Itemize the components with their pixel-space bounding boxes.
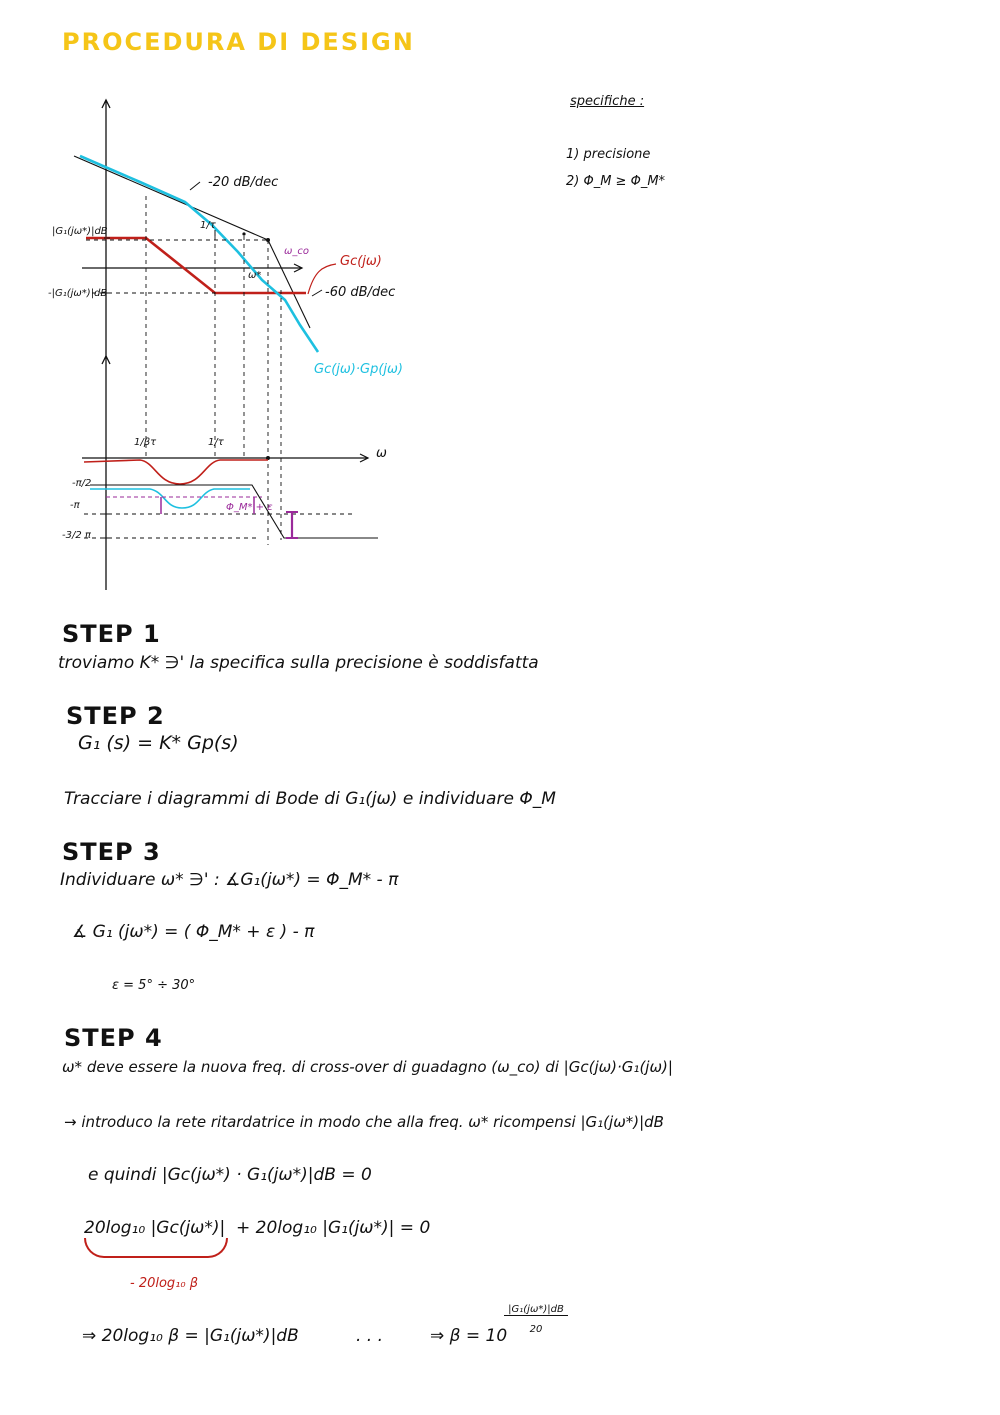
step3-line3: ε = 5° ÷ 30°	[112, 978, 196, 993]
page-title: PROCEDURA DI DESIGN	[62, 28, 415, 56]
step4-line5b: ⇒ β = 10	[430, 1326, 508, 1346]
gc-gp-magnitude-curve	[80, 156, 318, 352]
slope60-arrow	[312, 290, 322, 296]
w-star-dot	[242, 232, 245, 235]
exponent-denominator: 20	[529, 1324, 543, 1335]
label-one-over-bt: 1/βτ	[134, 437, 157, 448]
step4-line2: → introduco la rete ritardatrice in modo che alla freq. ω* ricompensi |G₁(jω*)|dB	[64, 1113, 664, 1131]
underbrace	[84, 1238, 228, 1258]
step4-line5a: ⇒ 20log₁₀ β = |G₁(jω*)|dB	[82, 1326, 299, 1346]
step4-line4b: + 20log₁₀ |G₁(jω*)| = 0	[236, 1218, 431, 1238]
label-one-over-t: 1/τ	[208, 437, 224, 448]
step4-heading: STEP 4	[64, 1024, 163, 1052]
brace-label: - 20log₁₀ β	[130, 1276, 199, 1291]
bode-diagram	[0, 0, 1000, 620]
label-slope-20: -20 dB/dec	[208, 175, 279, 190]
specs-title: specifiche :	[570, 94, 645, 109]
label-omega: ω	[376, 446, 387, 461]
label-slope-60: -60 dB/dec	[325, 285, 396, 300]
step4-line1: ω* deve essere la nuova freq. di cross-over di guadagno (ω_co) di |Gc(jω)·G₁(jω)|	[62, 1058, 673, 1076]
gc-magnitude-curve	[86, 238, 306, 293]
step4-line4a: 20log₁₀ |Gc(jω*)|	[84, 1218, 226, 1238]
label-neg-3pi-half: -3/2 π	[62, 530, 91, 541]
step3-line2: ∡ G₁ (jω*) = ( Φ_M* + ε ) - π	[72, 922, 315, 942]
gc-phase-curve	[84, 460, 268, 484]
label-one-over-tau-top: 1/τ	[200, 220, 216, 231]
label-neg-g1-db: -|G₁(jω*)|dB	[48, 288, 108, 299]
step1-text: troviamo K* ∋' la specifica sulla precisione è soddisfatta	[58, 653, 539, 673]
spec-item-phase-margin: 2) Φ_M ≥ Φ_M*	[566, 174, 666, 189]
step1-heading: STEP 1	[62, 620, 161, 648]
exponent-numerator: |G₁(jω*)|dB	[504, 1304, 568, 1316]
step4-dots: . . .	[356, 1326, 384, 1346]
label-gc: Gc(jω)	[340, 254, 382, 269]
label-neg-pi-half: -π/2	[72, 478, 92, 489]
corner-dot	[266, 238, 270, 242]
step2-text: Tracciare i diagrammi di Bode di G₁(jω) e individuare Φ_M	[64, 789, 556, 809]
step2-heading: STEP 2	[66, 702, 165, 730]
label-g1-db: |G₁(jω*)|dB	[52, 226, 108, 237]
label-gc-gp: Gc(jω)·Gp(jω)	[314, 362, 403, 377]
step4-line3: e quindi |Gc(jω*) · G₁(jω*)|dB = 0	[88, 1165, 372, 1185]
label-w-star: ω*	[248, 270, 262, 281]
step2-formula: G₁ (s) = K* Gp(s)	[78, 732, 239, 754]
label-neg-pi: -π	[70, 500, 80, 511]
spec-item-precision: 1) precisione	[566, 147, 651, 162]
step3-heading: STEP 3	[62, 838, 161, 866]
label-phim-eps: Φ_M* + ε	[226, 502, 273, 513]
step3-line1: Individuare ω* ∋' : ∡G₁(jω*) = Φ_M* - π	[60, 870, 399, 890]
slope20-arrow	[190, 182, 200, 190]
label-wco: ω_co	[284, 246, 309, 257]
